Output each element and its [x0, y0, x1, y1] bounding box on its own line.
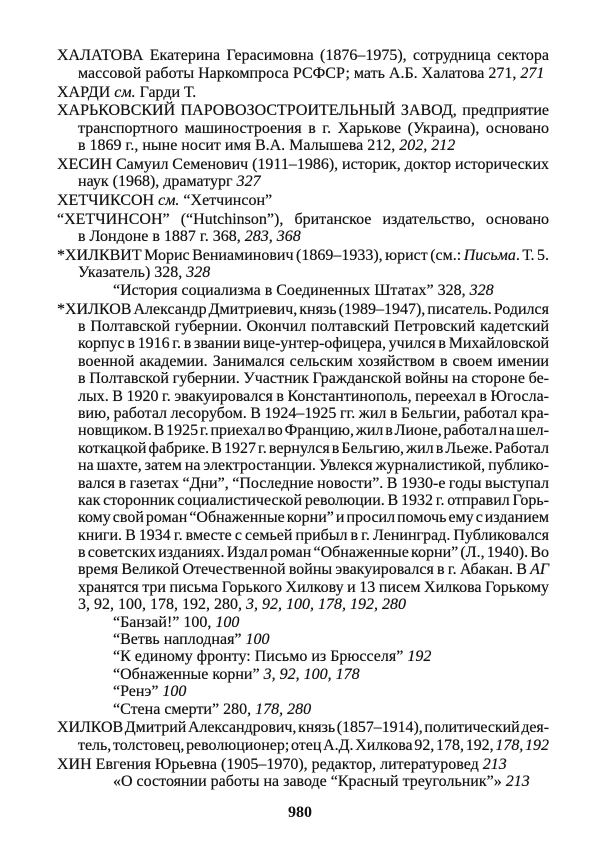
text: в 1869 г., ныне носит имя В.А. Малышева 212, [78, 137, 400, 155]
text: “ХЕТЧИНСОН” (“Hutchinson”), британское издательство, основано [57, 210, 549, 228]
text: “Ветвь наплодная” [113, 631, 246, 649]
index-entry-continuation-line [57, 370, 549, 387]
text: *ХИЛКОВ Александр Дмитриевич, князь (1989–1947), писатель. Родился [57, 300, 549, 318]
text: “К единому фронту: Письмо из Брюсселя” [113, 648, 408, 666]
index-entry-continuation-line [57, 405, 549, 422]
line-text [78, 440, 549, 457]
line-text [78, 457, 549, 474]
line-text [57, 247, 549, 264]
index-entry-heading-line [57, 301, 549, 318]
line-text [113, 631, 270, 648]
text: как сторонник социалистической революции. В 1932 г. отправил Горь- [78, 491, 549, 509]
line-text [113, 701, 311, 718]
italic-text: см. [158, 192, 180, 210]
line-text [78, 579, 549, 596]
text: “История социализма в Соединенных Штатах” 328, [113, 281, 470, 299]
page-number: 980 [288, 804, 312, 821]
index-entry-continuation-line [57, 228, 549, 245]
index-work-title-line [57, 701, 549, 718]
index-entry-continuation-line [57, 544, 549, 561]
italic-text: 178, 280 [255, 700, 312, 718]
line-text [78, 737, 549, 754]
line-text [78, 492, 549, 509]
text: время Великой Отечественной войны эвакуировался в г. Абакан. В [78, 561, 531, 579]
index-work-title-line [57, 282, 549, 299]
index-entry-heading-line [57, 719, 549, 736]
index-entry-continuation-line [57, 579, 549, 596]
text: лых. В 1920 г. эвакуировался в Константинополь, переехал в Югосла- [78, 387, 550, 405]
line-text [78, 544, 549, 561]
line-text [57, 719, 549, 736]
index-work-title-line [57, 666, 549, 683]
line-text [78, 137, 455, 154]
italic-text: 202, 212 [399, 137, 456, 155]
index-work-title-line [57, 631, 549, 648]
line-text [78, 65, 544, 82]
text: ХИН Евгения Юрьевна (1905–1970), редактор, литературовед [57, 755, 483, 773]
line-text [57, 756, 507, 773]
text: тель, толстовец, революционер; отец А.Д. Хилкова 92, 178, 192, [78, 736, 496, 754]
index-entry-heading-line [57, 84, 549, 101]
line-text [113, 648, 431, 665]
line-text [113, 683, 186, 700]
line-text [113, 282, 494, 299]
text: новщиком. В 1925 г. приехал во Францию, жил в Лионе, работал на шел- [78, 422, 549, 440]
line-text [78, 422, 549, 439]
index-entry-continuation-line [57, 561, 549, 578]
line-text [78, 264, 210, 281]
index-page-body [57, 46, 549, 790]
text: кому свой роман “Обнаженные корни” и просил помочь ему с изданием [78, 509, 549, 527]
index-entry-continuation-line [57, 440, 549, 457]
line-text [78, 370, 549, 387]
text: ХЕСИН Самуил Семенович (1911–1986), историк, доктор исторических [57, 155, 549, 173]
line-text [78, 228, 301, 245]
text: в Лондоне в 1887 г. 368, [78, 228, 245, 246]
line-text [57, 301, 549, 318]
index-entry-continuation-line [57, 737, 549, 754]
line-text [57, 47, 549, 64]
index-entry-heading-line [57, 156, 549, 173]
text: ХАРДИ [57, 83, 115, 101]
text: на шахте, затем на электростанции. Увлекся журналистикой, публико- [78, 457, 549, 475]
text: в Полтавской губернии. Участник Гражданской войны на стороне бе- [78, 370, 549, 388]
line-text [113, 666, 360, 683]
line-text [78, 509, 549, 526]
italic-text: 328 [186, 264, 211, 282]
italic-text: 100 [215, 613, 240, 631]
line-text [78, 527, 549, 544]
text: Гарди Т. [135, 83, 197, 101]
line-text [113, 614, 239, 631]
italic-text: 328 [469, 281, 494, 299]
line-text [78, 561, 549, 578]
text: “Обнаженные корни” [113, 665, 264, 683]
line-text [78, 388, 549, 405]
line-text [113, 773, 530, 790]
line-text [78, 596, 406, 613]
index-work-title-line [57, 648, 549, 665]
index-entry-continuation-line [57, 137, 549, 154]
index-entry-continuation-line [57, 173, 549, 190]
italic-text: 100 [162, 683, 187, 701]
line-text [57, 102, 549, 119]
line-text [78, 353, 549, 370]
index-work-title-line [57, 683, 549, 700]
index-entry-continuation-line [57, 422, 549, 439]
index-entry-heading-line [57, 192, 549, 209]
text: ХАРЬКОВСКИЙ ПАРОВОЗОСТРОИТЕЛЬНЫЙ ЗАВОД, предприятие [57, 102, 549, 120]
index-entry-heading-line [57, 247, 549, 264]
index-entry-continuation-line [57, 353, 549, 370]
italic-text: 3, 92, 100, 178 [263, 665, 360, 683]
text: ХЕТЧИКСОН [57, 192, 159, 210]
text: ХАЛАТОВА Екатерина Герасимовна (1876–1975), сотрудница сектора [57, 47, 549, 65]
text: военной академии. Занимался сельским хозяйством в своем имении [78, 352, 549, 370]
index-entry-continuation-line [57, 457, 549, 474]
text: вию, работал лесорубом. В 1924–1925 гг. жил в Бельгии, работал кра- [78, 404, 549, 422]
text: массовой работы Наркомпроса РСФСР; мать А.Б. Халатова 271, [78, 64, 521, 82]
italic-text: 271 [520, 64, 545, 82]
italic-text: 213 [505, 772, 530, 790]
italic-text: 327 [236, 173, 261, 191]
text: транспортного машиностроения в г. Харькове (Украина), основано [78, 119, 549, 137]
index-entry-continuation-line [57, 527, 549, 544]
text: в Полтавской губернии. Окончил полтавский Петровский кадетский [78, 317, 549, 335]
index-entry-heading-line [57, 102, 549, 119]
line-text [57, 156, 549, 173]
text: хранятся три письма Горького Хилкову и 13 писем Хилкова Горькому [78, 578, 549, 596]
line-text [57, 211, 549, 228]
index-work-title-line [57, 773, 549, 790]
text: ХИЛКОВ Дмитрий Александрович, князь (1857–1914), политический дея- [57, 719, 549, 737]
italic-text: 213 [482, 755, 507, 773]
italic-text: 100 [245, 631, 270, 649]
line-text [78, 173, 261, 190]
text: корпус в 1916 г. в звании вице-унтер-офицера, учился в Михайловской [78, 335, 550, 353]
line-text [57, 84, 196, 101]
text: коткацкой фабрике. В 1927 г. вернулся в Бельгию, жил в Льеже. Работал [78, 439, 549, 457]
index-work-title-line [57, 614, 549, 631]
italic-text: см. [114, 83, 136, 101]
index-entry-heading-line [57, 211, 549, 228]
text: «О состоянии работы на заводе “Красный треугольник”» [113, 772, 506, 790]
text: “Стена смерти” 280, [113, 700, 256, 718]
italic-text: 283, 368 [244, 228, 301, 246]
index-entry-heading-line [57, 756, 549, 773]
index-entry-continuation-line [57, 475, 549, 492]
text: Указатель) 328, [78, 264, 187, 282]
text: вался в газетах “Дни”, “Последние новости”. В 1930-е годы выступал [78, 474, 550, 492]
index-entry-continuation-line [57, 509, 549, 526]
line-text [78, 405, 549, 422]
line-text [78, 120, 549, 137]
index-entry-continuation-line [57, 335, 549, 352]
text: *ХИЛКВИТ Морис Вениаминович (1869–1933), юрист (см.: [57, 247, 464, 265]
index-entry-heading-line [57, 47, 549, 64]
italic-text: 3, 92, 100, 178, 192, 280 [246, 596, 406, 614]
line-text [78, 318, 549, 335]
italic-text: 178, 192 [495, 736, 549, 754]
index-entry-continuation-line [57, 65, 549, 82]
text: наук (1968), драматург [78, 173, 237, 191]
text: в советских изданиях. Издал роман “Обнаженные корни” (Л., 1940). Во [78, 544, 549, 562]
text: . Т. 5. [515, 247, 549, 265]
line-text [57, 192, 272, 209]
line-text [78, 335, 549, 352]
index-entry-continuation-line [57, 318, 549, 335]
italic-text: Письма [463, 247, 516, 265]
italic-text: АГ [530, 561, 550, 579]
index-entry-continuation-line [57, 596, 549, 613]
text: “Хетчинсон” [179, 192, 273, 210]
line-text [78, 475, 549, 492]
text: 3, 92, 100, 178, 192, 280, [78, 596, 246, 614]
text: “Банзай!” 100, [113, 613, 216, 631]
text: “Ренэ” [113, 683, 163, 701]
index-entry-continuation-line [57, 120, 549, 137]
text: книги. В 1934 г. вместе с семьей прибыл в г. Ленинград. Публиковался [78, 526, 549, 544]
index-entry-continuation-line [57, 388, 549, 405]
index-entry-continuation-line [57, 264, 549, 281]
italic-text: 192 [407, 648, 432, 666]
index-entry-continuation-line [57, 492, 549, 509]
